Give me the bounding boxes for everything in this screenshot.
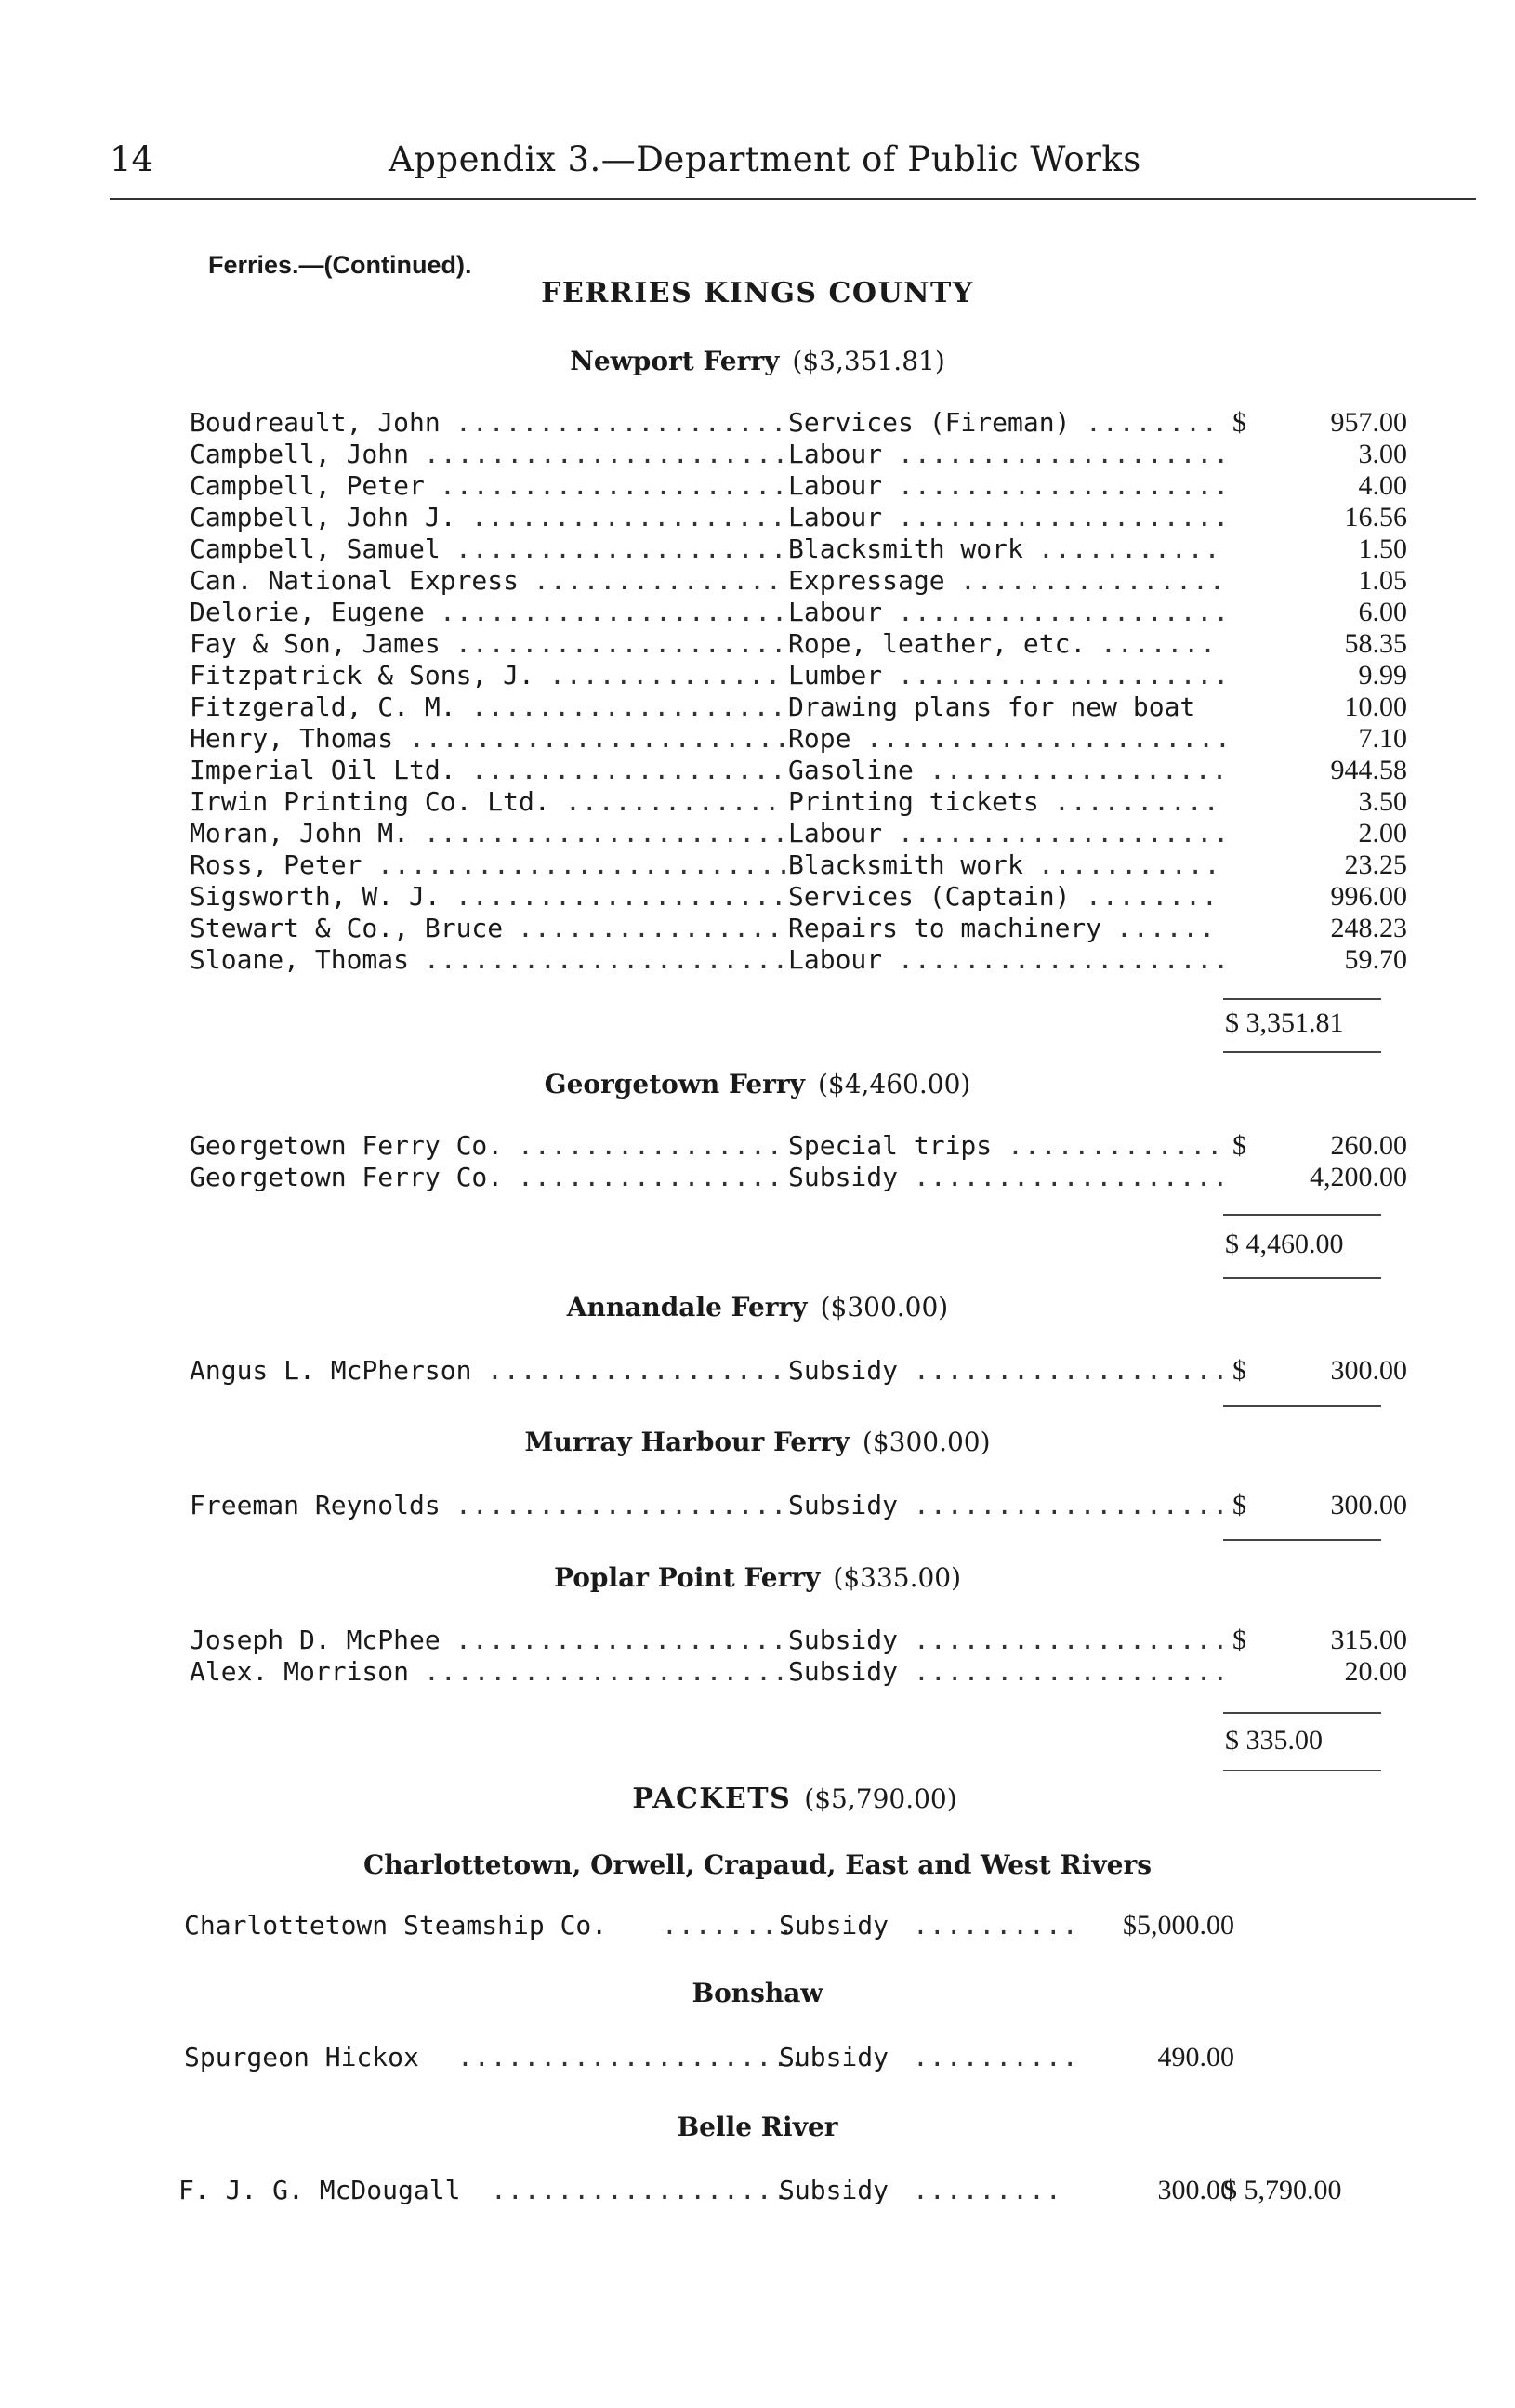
page-header	[110, 139, 1476, 191]
murray-harbour-ferry-heading	[0, 1427, 1515, 1457]
payee-name: Campbell, John	[190, 439, 410, 469]
payment-amount: 4,200.00	[1310, 1162, 1407, 1192]
ledger-row	[190, 818, 1407, 849]
dollar-sign: $	[1232, 407, 1246, 438]
payee-name: Fay & Son, James	[190, 628, 441, 659]
subsection-title: Annandale Ferry	[566, 1292, 808, 1322]
dot-leader: .............	[565, 786, 782, 817]
dot-leader: .......	[1100, 628, 1218, 659]
payee-name: Delorie, Eugene	[190, 597, 425, 627]
packets-heading	[37, 1783, 1515, 1815]
newport-total: $ 3,351.81	[1225, 1007, 1344, 1038]
payee-name: Angus L. McPherson	[190, 1355, 472, 1386]
payment-description: Subsidy	[788, 1656, 899, 1687]
payment-description: Labour	[788, 502, 883, 533]
payee-name: Irwin Printing Co. Ltd.	[190, 786, 550, 817]
dot-leader: ...................	[914, 1625, 1230, 1655]
payment-amount: 248.23	[1330, 913, 1407, 943]
payment-description: Blacksmith work	[788, 533, 1023, 564]
ledger-row	[190, 786, 1407, 818]
payment-amount: 4.00	[1358, 470, 1407, 501]
dot-leader: ...................	[471, 502, 787, 533]
dot-leader: ....................	[898, 818, 1231, 849]
dot-leader: ....................	[455, 881, 788, 912]
payment-description: Subsidy	[788, 1162, 899, 1192]
payee-name: Boudreault, John	[190, 407, 441, 438]
dot-leader: ...................	[914, 1355, 1230, 1386]
payment-amount: 16.56	[1344, 502, 1407, 533]
dot-leader: ................	[518, 1130, 784, 1161]
payment-amount: 996.00	[1330, 881, 1407, 912]
ledger-row	[190, 628, 1407, 660]
dot-leader: ......................	[424, 818, 789, 849]
payee-name: Freeman Reynolds	[190, 1490, 441, 1520]
ledger-row	[190, 723, 1407, 755]
total-rule	[1223, 1539, 1381, 1541]
payment-amount: 2.00	[1358, 818, 1407, 849]
ferries-kings-county-heading	[0, 277, 1515, 309]
subsection-title: Poplar Point Ferry	[553, 1562, 821, 1593]
payee-name: Spurgeon Hickox	[184, 2042, 419, 2072]
georgetown-ferry-heading	[0, 1069, 1515, 1099]
section-amount: ($5,790.00)	[804, 1783, 957, 1814]
subsection-amount: ($300.00)	[862, 1427, 991, 1457]
dot-leader: .........................	[377, 849, 793, 880]
dot-leader: ................	[960, 565, 1226, 596]
payment-amount: 9.99	[1358, 660, 1407, 691]
payment-amount: 20.00	[1344, 1656, 1407, 1687]
ledger-row	[190, 407, 1407, 439]
payee-name: Georgetown Ferry Co.	[190, 1162, 504, 1192]
dot-leader: .............	[1008, 1130, 1224, 1161]
subtotal-rule	[1223, 998, 1381, 1000]
payment-description: Labour	[788, 439, 883, 469]
payee-name: Moran, John M.	[190, 818, 410, 849]
ledger-row	[184, 1910, 1383, 1941]
total-rule	[1223, 1405, 1381, 1407]
dot-leader: ......................	[424, 944, 789, 975]
payment-description: Labour	[788, 944, 883, 975]
payment-amount: 957.00	[1330, 407, 1407, 438]
payment-description: Subsidy	[788, 1490, 899, 1520]
ledger-row	[190, 913, 1407, 944]
payment-description: Subsidy	[779, 2042, 889, 2072]
dot-leader: ....................	[898, 597, 1231, 627]
poplar-total: $ 335.00	[1225, 1725, 1323, 1756]
dot-leader: .....................	[440, 470, 789, 501]
dot-leader: ...........	[1038, 849, 1221, 880]
payment-description: Services (Fireman)	[788, 407, 1071, 438]
payment-description: Expressage	[788, 565, 945, 596]
dot-leader: ....................	[898, 502, 1231, 533]
payment-description: Labour	[788, 470, 883, 501]
group-title: Bonshaw	[692, 1978, 823, 2008]
ledger-row	[190, 597, 1407, 628]
payee-name: Can. National Express	[190, 565, 520, 596]
ledger-row	[190, 660, 1407, 691]
dot-leader: ........	[1086, 881, 1219, 912]
packet-group-heading	[0, 1849, 1515, 1880]
ledger-row	[190, 565, 1407, 597]
dollar-sign: $	[1232, 1355, 1246, 1386]
payee-name: Sigsworth, W. J.	[190, 881, 441, 912]
ledger-row	[190, 849, 1407, 881]
payment-amount: 300.00	[1330, 1490, 1407, 1520]
dollar-sign: $	[1232, 1130, 1246, 1161]
total-rule	[1223, 1770, 1381, 1771]
payment-description: Subsidy	[779, 1910, 889, 1941]
total-rule	[1223, 1051, 1381, 1053]
payment-description: Gasoline	[788, 755, 914, 785]
dollar-sign: $	[1232, 1490, 1246, 1520]
payment-description: Labour	[788, 597, 883, 627]
continued-label: Ferries.—(Continued).	[208, 251, 472, 279]
subsection-amount: ($300.00)	[820, 1292, 949, 1322]
payment-description: Subsidy	[779, 2175, 889, 2205]
dot-leader: ..................	[487, 1355, 786, 1386]
payment-amount: 10.00	[1344, 691, 1407, 722]
payee-name: Campbell, John J.	[190, 502, 456, 533]
subtotal-rule	[1223, 1214, 1381, 1216]
payment-amount: 3.50	[1358, 786, 1407, 817]
dot-leader: ................	[518, 1162, 784, 1192]
payee-name: Alex. Morrison	[190, 1656, 410, 1687]
payment-amount: 300.00	[1157, 2175, 1234, 2205]
payment-amount: 260.00	[1330, 1130, 1407, 1161]
dot-leader: ....................	[455, 533, 788, 564]
georgetown-total: $ 4,460.00	[1225, 1229, 1344, 1259]
payment-amount: 59.70	[1344, 944, 1407, 975]
payment-description: Blacksmith work	[788, 849, 1023, 880]
ledger-row	[190, 1490, 1407, 1521]
dot-leader: ....................	[898, 470, 1231, 501]
payee-name: Joseph D. McPhee	[190, 1625, 441, 1655]
subsection-title: Murray Harbour Ferry	[524, 1427, 850, 1457]
dot-leader: ......................	[424, 439, 789, 469]
ledger-row	[190, 1355, 1407, 1387]
dot-leader: ....................	[455, 407, 788, 438]
subsection-amount: ($335.00)	[833, 1562, 962, 1593]
dot-leader: ......	[1116, 913, 1217, 943]
payee-name: F. J. G. McDougall	[178, 2175, 461, 2205]
payee-name: Campbell, Peter	[190, 470, 425, 501]
page-number: 14	[110, 139, 154, 179]
payment-description: Subsidy	[788, 1625, 899, 1655]
dot-leader: ..................	[491, 2175, 790, 2205]
dot-leader: ...............	[534, 565, 783, 596]
ledger-row	[190, 1625, 1407, 1656]
payment-amount: 23.25	[1344, 849, 1407, 880]
payment-amount: 944.58	[1330, 755, 1407, 785]
dot-leader: ....................	[898, 439, 1231, 469]
newport-ferry-heading	[0, 346, 1515, 376]
page-title: Appendix 3.—Department of Public Works	[389, 139, 1141, 179]
group-title: Charlottetown, Orwell, Crapaud, East and West Rivers	[363, 1849, 1152, 1880]
dot-leader: ......................	[424, 1656, 789, 1687]
section-title: FERRIES KINGS COUNTY	[541, 277, 974, 309]
payment-amount: 315.00	[1330, 1625, 1407, 1655]
packet-group-heading	[0, 1978, 1515, 2008]
payment-description: Subsidy	[788, 1355, 899, 1386]
dot-leader: ..........	[913, 1910, 1079, 1941]
subsection-title: Georgetown Ferry	[544, 1069, 805, 1099]
ledger-row	[190, 691, 1407, 723]
payment-amount: 1.05	[1358, 565, 1407, 596]
dot-leader: ........	[662, 1910, 795, 1941]
ledger-row	[190, 1656, 1407, 1688]
payee-name: Fitzpatrick & Sons, J.	[190, 660, 534, 691]
subsection-title: Newport Ferry	[570, 346, 780, 376]
payee-name: Sloane, Thomas	[190, 944, 410, 975]
payment-description: Special trips	[788, 1130, 993, 1161]
ledger-row	[184, 2042, 1383, 2073]
ledger-row	[190, 533, 1407, 565]
payment-description: Lumber	[788, 660, 883, 691]
annandale-ferry-heading	[0, 1292, 1515, 1322]
payment-description: Drawing plans for new boat	[788, 691, 1196, 722]
payee-name: Campbell, Samuel	[190, 533, 441, 564]
dot-leader: .....................	[457, 2042, 807, 2072]
dot-leader: ....................	[898, 944, 1231, 975]
dot-leader: ..........	[1054, 786, 1220, 817]
packet-group-heading	[0, 2112, 1515, 2142]
subtotal-rule	[1223, 1712, 1381, 1714]
dot-leader: ....................	[455, 628, 788, 659]
ledger-row	[190, 1162, 1407, 1193]
dot-leader: ..................	[929, 755, 1229, 785]
payment-description: Labour	[788, 818, 883, 849]
ledger-row	[190, 881, 1407, 913]
group-title: Belle River	[677, 2112, 838, 2142]
dot-leader: .....................	[440, 597, 789, 627]
payee-name: Stewart & Co., Bruce	[190, 913, 504, 943]
ledger-row	[190, 1130, 1407, 1162]
payment-amount: 1.50	[1358, 533, 1407, 564]
dot-leader: ...................	[471, 691, 787, 722]
dot-leader: ..........	[913, 2042, 1079, 2072]
dot-leader: ...................	[914, 1490, 1230, 1520]
subsection-amount: ($4,460.00)	[817, 1069, 971, 1099]
payment-description: Rope	[788, 723, 851, 754]
payment-description: Services (Captain)	[788, 881, 1071, 912]
payment-amount: 3.00	[1358, 439, 1407, 469]
ledger-row	[190, 470, 1407, 502]
payment-amount: $5,000.00	[1123, 1910, 1234, 1941]
dot-leader: ......................	[866, 723, 1232, 754]
ledger-row	[178, 2175, 1377, 2206]
dot-leader: ........	[1086, 407, 1219, 438]
subsection-amount: ($3,351.81)	[792, 346, 945, 376]
dot-leader: ...................	[914, 1656, 1230, 1687]
dot-leader: .......................	[409, 723, 791, 754]
header-rule	[110, 198, 1476, 200]
payment-amount: 6.00	[1358, 597, 1407, 627]
total-rule	[1223, 1277, 1381, 1279]
section-title: PACKETS	[632, 1783, 792, 1815]
packets-grand-total: $ 5,790.00	[1223, 2175, 1342, 2205]
payee-name: Henry, Thomas	[190, 723, 394, 754]
ledger-row	[190, 755, 1407, 786]
payee-name: Georgetown Ferry Co.	[190, 1130, 504, 1161]
dollar-sign: $	[1232, 1625, 1246, 1655]
payment-description: Rope, leather, etc.	[788, 628, 1087, 659]
payee-name: Charlottetown Steamship Co.	[184, 1910, 608, 1941]
payee-name: Imperial Oil Ltd.	[190, 755, 456, 785]
ledger-row	[190, 944, 1407, 976]
payment-amount: 7.10	[1358, 723, 1407, 754]
dot-leader: ...........	[1038, 533, 1221, 564]
dot-leader: ................	[518, 913, 784, 943]
dot-leader: ...................	[471, 755, 787, 785]
ledger-row	[190, 502, 1407, 533]
ledger-row	[190, 439, 1407, 470]
payment-amount: 490.00	[1157, 2042, 1234, 2072]
dot-leader: ....................	[898, 660, 1231, 691]
payee-name: Fitzgerald, C. M.	[190, 691, 456, 722]
payee-name: Ross, Peter	[190, 849, 362, 880]
payment-amount: 300.00	[1330, 1355, 1407, 1386]
payment-description: Printing tickets	[788, 786, 1039, 817]
dot-leader: ..............	[549, 660, 783, 691]
dot-leader: .........	[913, 2175, 1062, 2205]
poplar-point-ferry-heading	[0, 1562, 1515, 1593]
payment-amount: 58.35	[1344, 628, 1407, 659]
dot-leader: ...................	[914, 1162, 1230, 1192]
payment-description: Repairs to machinery	[788, 913, 1102, 943]
dot-leader: ....................	[455, 1625, 788, 1655]
dot-leader: ....................	[455, 1490, 788, 1520]
